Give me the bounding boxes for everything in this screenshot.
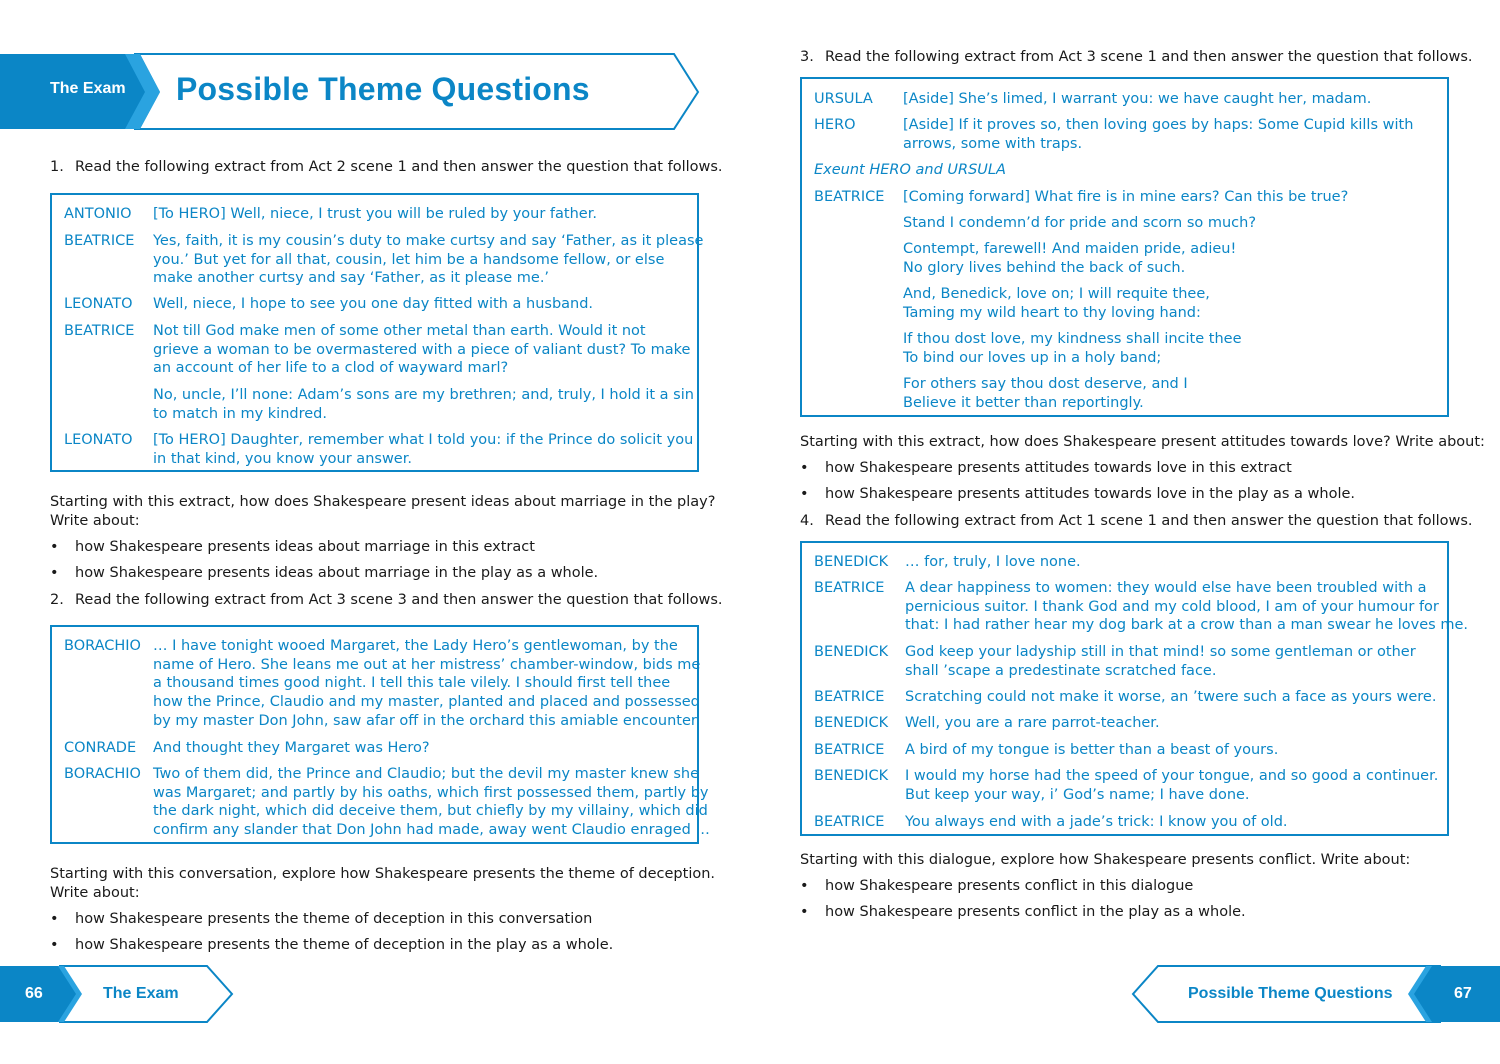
bullet-dot: • (800, 486, 809, 502)
speaker-name: BEATRICE (64, 323, 135, 339)
dialogue-line: … I have tonight wooed Margaret, the Lady Hero’s gentlewoman, by the (153, 638, 678, 654)
dialogue-line: grieve a woman to be overmastered with a piece of valiant dust? To make (153, 341, 691, 358)
question-prompt: Write about: (50, 513, 140, 529)
speaker-name: BORACHIO (64, 638, 141, 654)
dialogue-line: how the Prince, Claudio and my master, planted and placed and possessed (153, 694, 700, 711)
dialogue-line: Taming my wild heart to thy loving hand: (903, 304, 1201, 321)
stage-direction: Exeunt HERO and URSULA (814, 162, 1006, 178)
speaker-name: LEONATO (64, 296, 133, 312)
dialogue-line: in that kind, you know your answer. (153, 450, 412, 467)
question-number: 2. (50, 592, 64, 608)
bullet-item (50, 564, 690, 584)
dialogue-line: you.’ But yet for all that, cousin, let him be a handsome fellow, or else (153, 251, 665, 268)
dialogue-line: Well, niece, I hope to see you one day fitted with a husband. (153, 296, 594, 312)
dialogue-line: Stand I condemn’d for pride and scorn so much? (903, 215, 1257, 231)
speaker-name: HERO (814, 117, 856, 133)
left-column (50, 0, 723, 1064)
dialogue-line: that: I had rather hear my dog bark at a crow than a man swear he loves me. (905, 617, 1468, 634)
dialogue-line: Two of them did, the Prince and Claudio; but the devil my master knew she (153, 766, 700, 782)
dialogue-line: For others say thou dost deserve, and I (903, 376, 1188, 392)
dialogue-line: [To HERO] Daughter, remember what I told you: if the Prince do solicit you (153, 432, 694, 448)
speaker-name: BEATRICE (64, 233, 135, 249)
extract-box (800, 77, 1449, 417)
question-instruction: Read the following extract from Act 2 scene 1 and then answer the question that follows. (75, 159, 723, 175)
dialogue-line: Scratching could not make it worse, an ’twere such a face as yours were. (905, 689, 1437, 705)
bullet-text: how Shakespeare presents conflict in this dialogue (825, 878, 1194, 894)
bullet-item (50, 936, 690, 956)
dialogue-line: name of Hero. She leans me out at her mistress’ chamber-window, bids me (153, 656, 701, 673)
dialogue-line: pernicious suitor. I thank God and my cold blood, I am of your humour for (905, 598, 1439, 615)
question-prompt: Write about: (50, 885, 140, 901)
bullet-text: how Shakespeare presents ideas about marriage in the play as a whole. (75, 565, 599, 581)
speaker-name: BENEDICK (814, 715, 889, 731)
speaker-name: CONRADE (64, 740, 137, 756)
dialogue-line: confirm any slander that Don John had made, away went Claudio enraged … (153, 822, 710, 839)
footer-right-label: Possible Theme Questions (1188, 985, 1393, 1002)
dialogue-line: [Coming forward] What fire is in mine ears? Can this be true? (903, 189, 1349, 205)
dialogue-line: Believe it better than reportingly. (903, 394, 1144, 411)
extract-box (800, 541, 1468, 836)
bullet-text: how Shakespeare presents the theme of deception in this conversation (75, 911, 593, 927)
speaker-name: BEATRICE (814, 742, 885, 758)
dialogue-line: an account of her life to a clod of wayward marl? (153, 360, 509, 377)
dialogue-line: If thou dost love, my kindness shall incite thee (903, 331, 1242, 347)
header-tab-label: The Exam (50, 80, 126, 97)
speaker-name: ANTONIO (64, 206, 132, 222)
footer-left-page-number: 66 (25, 985, 43, 1002)
bullet-item (50, 538, 690, 558)
bullet-item (50, 910, 690, 930)
question-instruction: Read the following extract from Act 3 scene 3 and then answer the question that follows. (75, 592, 723, 608)
dialogue-line: No, uncle, I’ll none: Adam’s sons are my brethren; and, truly, I hold it a sin (153, 387, 694, 403)
bullet-item (800, 877, 1440, 897)
dialogue-line: Not till God make men of some other metal than earth. Would it not (153, 323, 646, 339)
dialogue-line: [To HERO] Well, niece, I trust you will be ruled by your father. (153, 206, 597, 222)
bullet-dot: • (50, 565, 59, 581)
question-prompt: Starting with this conversation, explore how Shakespeare presents the theme of deception. (50, 866, 716, 882)
speaker-name: BENEDICK (814, 644, 889, 660)
question-prompt: Starting with this extract, how does Shakespeare present attitudes towards love? Write about: (800, 434, 1485, 450)
footer-left-label: The Exam (103, 985, 179, 1002)
speaker-name: BEATRICE (814, 580, 885, 596)
page-title: Possible Theme Questions (176, 71, 590, 107)
dialogue-line: [Aside] She’s limed, I warrant you: we have caught her, madam. (903, 91, 1372, 107)
question-instruction: Read the following extract from Act 3 scene 1 and then answer the question that follows. (825, 49, 1473, 65)
bullet-dot: • (50, 937, 59, 953)
dialogue-line: make another curtsy and say ‘Father, as it please me.’ (153, 270, 550, 287)
bullet-dot: • (800, 460, 809, 476)
dialogue-line: … for, truly, I love none. (905, 554, 1081, 570)
dialogue-line: And, Benedick, love on; I will requite thee, (903, 286, 1210, 302)
dialogue-line: [Aside] If it proves so, then loving goes by haps: Some Cupid kills with (903, 117, 1414, 133)
dialogue-line: to match in my kindred. (153, 405, 327, 422)
speaker-name: BEATRICE (814, 814, 885, 830)
dialogue-line: No glory lives behind the back of such. (903, 259, 1186, 276)
dialogue-line: shall ’scape a predestinate scratched face. (905, 662, 1217, 679)
bullet-dot: • (800, 878, 809, 894)
bullet-dot: • (800, 904, 809, 920)
bullet-dot: • (50, 539, 59, 555)
dialogue-line: A dear happiness to women: they would else have been troubled with a (905, 580, 1427, 596)
bullet-text: how Shakespeare presents conflict in the play as a whole. (825, 904, 1246, 920)
dialogue-line: the dark night, which did deceive them, but chiefly by my villainy, which did (153, 803, 708, 820)
speaker-name: BORACHIO (64, 766, 141, 782)
question-number: 3. (800, 49, 814, 65)
dialogue-line: But keep your way, i’ God’s name; I have done. (905, 786, 1250, 803)
dialogue-line: by my master Don John, saw afar off in the orchard this amiable encounter. (153, 712, 701, 729)
dialogue-line: I would my horse had the speed of your tongue, and so good a continuer. (905, 768, 1439, 784)
bullet-text: how Shakespeare presents ideas about marriage in this extract (75, 539, 535, 555)
extract-box (50, 193, 704, 472)
question-number: 4. (800, 513, 814, 529)
dialogue-line: You always end with a jade’s trick: I know you of old. (905, 814, 1288, 830)
question-prompt: Starting with this extract, how does Shakespeare present ideas about marriage in the play? (50, 494, 716, 510)
dialogue-line: a thousand times good night. I tell this tale vilely. I should first tell thee (153, 675, 671, 692)
dialogue-line: A bird of my tongue is better than a beast of yours. (905, 742, 1279, 758)
bullet-item (800, 485, 1440, 505)
question-number: 1. (50, 159, 64, 175)
footer-right-page-number: 67 (1454, 985, 1472, 1002)
dialogue-line: To bind our loves up in a holy band; (903, 349, 1162, 366)
speaker-name: BENEDICK (814, 554, 889, 570)
dialogue-line: Well, you are a rare parrot-teacher. (905, 715, 1160, 731)
speaker-name: URSULA (814, 91, 873, 107)
dialogue-line: arrows, some with traps. (903, 135, 1083, 152)
speaker-name: BEATRICE (814, 189, 885, 205)
dialogue-line: God keep your ladyship still in that mind! so some gentleman or other (905, 644, 1416, 660)
bullet-item (800, 459, 1440, 479)
dialogue-line: And thought they Margaret was Hero? (153, 740, 430, 756)
dialogue-line: Yes, faith, it is my cousin’s duty to make curtsy and say ‘Father, as it please (153, 233, 704, 249)
bullet-dot: • (50, 911, 59, 927)
speaker-name: LEONATO (64, 432, 133, 448)
bullet-item (800, 903, 1440, 923)
bullet-text: how Shakespeare presents the theme of deception in the play as a whole. (75, 937, 614, 953)
bullet-text: how Shakespeare presents attitudes towards love in this extract (825, 460, 1292, 476)
speaker-name: BENEDICK (814, 768, 889, 784)
question-instruction: Read the following extract from Act 1 scene 1 and then answer the question that follows. (825, 513, 1473, 529)
speaker-name: BEATRICE (814, 689, 885, 705)
question-prompt: Starting with this dialogue, explore how Shakespeare presents conflict. Write about: (800, 852, 1411, 868)
dialogue-line: was Margaret; and partly by his oaths, which first possessed them, partly by (153, 784, 709, 801)
extract-box (50, 625, 710, 844)
dialogue-line: Contempt, farewell! And maiden pride, adieu! (903, 241, 1237, 257)
bullet-text: how Shakespeare presents attitudes towards love in the play as a whole. (825, 486, 1356, 502)
